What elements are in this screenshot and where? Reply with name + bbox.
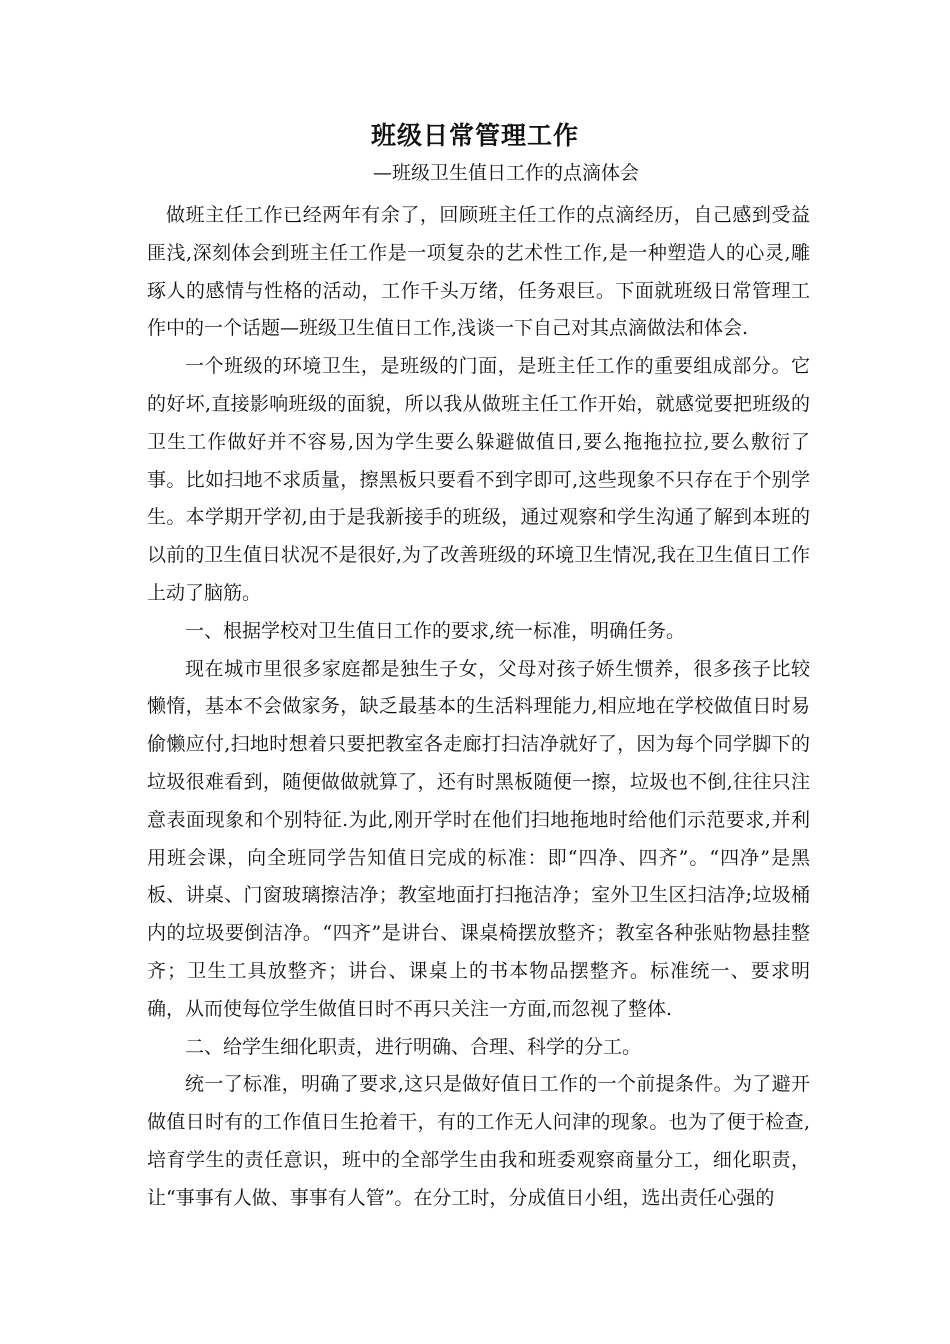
paragraph-environment: 一个班级的环境卫生，是班级的门面，是班主任工作的重要组成部分。它的好坏,直接影响班级的面貌，所以我从做班主任工作开始，就感觉要把班级的卫生工作做好并不容易,因为学生要么躲避做值日,要么拖拖拉拉,要么敷衍了事。比如扫地不求质量，擦黑板只要看不到字即可,这些现象不只存在于个别学生。本学期开学初,由于是我新接手的班级，通过观察和学生沟通了解到本班的以前的卫生值日状况不是很好,为了改善班级的环境卫生情况,我在卫生值日工作上动了脑筋。 (147, 355, 810, 604)
paragraph-standards: 现在城市里很多家庭都是独生子女，父母对孩子娇生惯养，很多孩子比较懒惰，基本不会做家务，缺乏最基本的生活料理能力,相应地在学校做值日时易偷懒应付,扫地时想着只要把教室各走廊打扫洁净就好了，因为每个同学脚下的垃圾很难看到，随便做做就算了，还有时黑板随便一擦，垃圾也不倒,往往只注意表面现象和个别特征.为此,刚开学时在他们扫地拖地时给他们示范要求,并利用班会课，向全班同学告知值日完成的标准：即“四净、四齐”。“四净”是黑板、讲桌、门窗玻璃擦洁净；教室地面打扫拖洁净；室外卫生区扫洁净;垃圾桶内的垃圾要倒洁净。“四齐”是讲台、课桌椅摆放整齐；教室各种张贴物悬挂整齐；卫生工具放整齐；讲台、课桌上的书本物品摆整齐。标准统一、要求明确，从而使每位学生做值日时不再只关注一方面,而忽视了整体. (147, 657, 810, 1020)
document-body (147, 197, 810, 1218)
section-heading-two: 二、给学生细化职责，进行明确、合理、科学的分工。 (185, 1035, 642, 1058)
section-heading-one: 一、根据学校对卫生值日工作的要求,统一标准，明确任务。 (185, 619, 686, 642)
document-title: 班级日常管理工作 (370, 121, 579, 150)
document-subtitle: —班级卫生值日工作的点滴体会 (373, 162, 640, 184)
paragraph-intro: 做班主任工作已经两年有余了，回顾班主任工作的点滴经历，自己感到受益匪浅,深刻体会到班主任工作是一项复杂的艺术性工作,是一种塑造人的心灵,雕琢人的感情与性格的活动，工作千头万绪，任务艰巨。下面就班级日常管理工作中的一个话题—班级卫生值日工作,浅谈一下自己对其点滴做法和体会. (147, 204, 810, 340)
paragraph-division-of-labor: 统一了标准，明确了要求,这只是做好值日工作的一个前提条件。为了避开做值日时有的工作值日生抢着干，有的工作无人问津的现象。也为了便于检查,培育学生的责任意识，班中的全部学生由我和班委观察商量分工，细化职责，让“事事有人做、事事有人管”。在分工时，分成值日小组，选出责任心强的 (147, 1073, 810, 1209)
